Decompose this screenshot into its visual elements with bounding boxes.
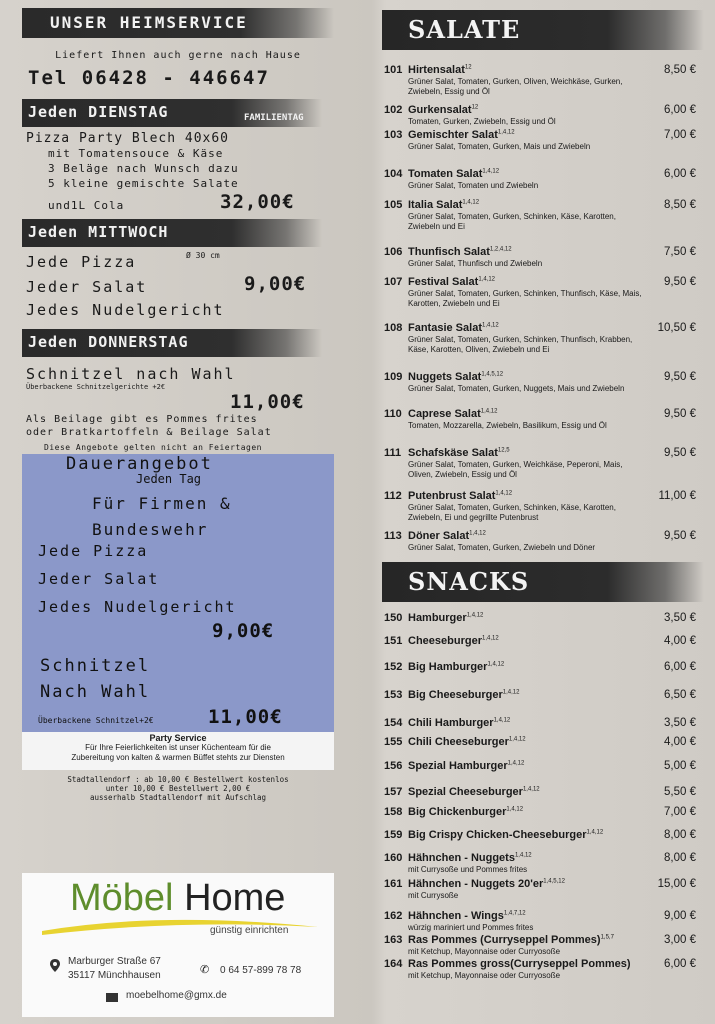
menu-item	[382, 530, 704, 560]
item-name: Hähnchen - Nuggets 20'er$^{1,4,5,12}$	[408, 878, 565, 890]
item-name: Spezial Hamburger$^{1,4,12}$	[408, 760, 525, 772]
dauerangebot-fuer1: Für Firmen &	[92, 494, 232, 513]
dauerangebot-price2: 11,00€	[208, 706, 283, 728]
item-number: 155	[384, 736, 403, 748]
mittwoch-row3	[26, 299, 342, 321]
item-name: Thunfisch Salat$^{1,2,4,12}$	[408, 246, 512, 258]
item-description: Grüner Salat, Tomaten, Gurken, Schinken, Käse, Karotten, Zwiebeln, Ei und gegrillte Putenbrust	[408, 503, 616, 522]
dauerangebot-nudel: Jedes Nudelgericht	[38, 598, 237, 616]
item-allergens: 1,4,12	[586, 829, 604, 836]
item-name: Hähnchen - Nuggets$^{1,4,12}$	[408, 852, 532, 864]
item-description: Grüner Salat, Tomaten, Gurken, Schinken, Käse, Karotten, Zwiebeln und Ei	[408, 212, 616, 231]
item-name: Spezial Cheeseburger$^{1,4,12}$	[408, 786, 540, 798]
item-number: 101	[384, 64, 403, 76]
item-price: 6,00 €	[664, 168, 696, 180]
item-number: 152	[384, 661, 403, 673]
item-price: 5,00 €	[664, 760, 696, 772]
item-price: 15,00 €	[657, 878, 696, 890]
item-allergens: 1,4,5,12	[543, 878, 565, 885]
item-description: Tomaten, Mozzarella, Zwiebeln, Basilikum, Essig und Öl	[408, 421, 607, 430]
item-allergens: 1,4,12	[514, 852, 532, 859]
item-allergens: 1,4,12	[487, 661, 505, 668]
item-price: 7,00 €	[664, 806, 696, 818]
item-number: 107	[384, 276, 403, 288]
item-name: Chili Cheeseburger$^{1,4,12}$	[408, 736, 526, 748]
item-allergens: 1,4,12	[481, 635, 499, 642]
item-description: Grüner Salat, Tomaten, Gurken, Oliven, Weichkäse, Gurken, Zwiebeln, Essig und Öl	[408, 77, 623, 96]
menu-item	[382, 661, 704, 689]
item-description: mit Currysoße und Pommes frites	[408, 865, 528, 874]
mittwoch-item3: Jedes Nudelgericht	[26, 301, 225, 319]
item-number: 159	[384, 829, 403, 841]
item-number: 110	[384, 408, 402, 420]
item-name: Nuggets Salat$^{1,4,5,12}$	[408, 371, 504, 383]
item-price: 9,50 €	[664, 276, 696, 288]
donnerstag-sub: Überbackene Schnitzelgerichte +2€	[26, 383, 166, 391]
item-allergens: 1,5,7	[600, 934, 614, 941]
dienstag-line1: Pizza Party Blech 40x60	[26, 131, 230, 146]
mittwoch-item1: Jede Pizza	[26, 253, 137, 271]
item-price: 6,00 €	[664, 958, 696, 970]
item-number: 111	[384, 447, 402, 459]
item-allergens: 1,4,12	[507, 760, 525, 767]
item-name: Schafskäse Salat$^{12,5}$	[408, 447, 510, 459]
donnerstag-banner: Jeden DONNERSTAG	[22, 329, 322, 357]
logo-brand-second: Home	[184, 877, 286, 919]
item-number: 105	[384, 199, 403, 211]
item-allergens: 1,4,12	[462, 199, 480, 206]
delivery-conditions	[14, 775, 342, 802]
party-line2: Zubereitung von kalten & warmen Büffet stehts zur Diensten	[71, 753, 285, 762]
item-price: 3,50 €	[664, 612, 696, 624]
menu-item	[382, 64, 704, 104]
item-allergens: 1,4,12	[508, 736, 526, 743]
item-allergens: 1,4,5,12	[481, 371, 504, 378]
menu-item	[382, 717, 704, 736]
item-price: 4,00 €	[664, 736, 696, 748]
dienstag-subtitle: FAMILIENTAG	[244, 113, 304, 123]
item-allergens: 1,4,7,12	[503, 910, 526, 917]
item-name: Big Chickenburger$^{1,4,12}$	[408, 806, 524, 818]
salate-list	[382, 64, 704, 560]
menu-item	[382, 490, 704, 530]
snacks-list	[382, 612, 704, 980]
item-name: Hamburger$^{1,4,12}$	[408, 612, 484, 624]
item-name: Gurkensalat$^{12}$	[408, 104, 479, 116]
menu-item	[382, 322, 704, 371]
menu-item	[382, 760, 704, 786]
item-price: 3,00 €	[664, 934, 696, 946]
item-number: 156	[384, 760, 403, 772]
item-description: Grüner Salat, Tomaten und Zwiebeln	[408, 181, 539, 190]
item-allergens: 1,2,4,12	[489, 246, 512, 253]
item-price: 6,00 €	[664, 104, 696, 116]
item-name: Hähnchen - Wings$^{1,4,7,12}$	[408, 910, 526, 922]
dauerangebot-ueberbacken: Überbackene Schnitzel+2€	[38, 716, 154, 725]
item-allergens: 1,4,12	[482, 168, 500, 175]
item-name: Hirtensalat$^{12}$	[408, 64, 472, 76]
item-price: 3,50 €	[664, 717, 696, 729]
item-description: Grüner Salat, Tomaten, Gurken, Nuggets, Mais und Zwiebeln	[408, 384, 625, 393]
party-service-box	[22, 732, 334, 770]
mittwoch-item2: Jeder Salat	[26, 278, 148, 296]
item-price: 11,00 €	[658, 490, 696, 502]
ad-email[interactable]: moebelhome@gmx.de	[126, 990, 227, 1001]
ad-slogan: günstig einrichten	[210, 925, 289, 936]
menu-item	[382, 635, 704, 661]
menu-item	[382, 829, 704, 852]
menu-item	[382, 852, 704, 878]
item-price: 8,50 €	[664, 64, 696, 76]
dauerangebot-fuer2: Bundeswehr	[92, 520, 209, 539]
dauerangebot-price1: 9,00€	[212, 620, 275, 642]
dauerangebot-salat: Jeder Salat	[38, 570, 160, 588]
item-description: würzig mariniert und Pommes frites	[408, 923, 534, 932]
donnerstag-beilage1: Als Beilage gibt es Pommes frites	[26, 414, 258, 425]
salate-banner: SALATE	[382, 10, 704, 50]
mail-icon	[106, 993, 118, 1002]
menu-item	[382, 246, 704, 276]
ad-address	[68, 955, 161, 983]
item-price: 6,00 €	[664, 661, 696, 673]
mittwoch-row2	[26, 273, 342, 299]
mittwoch-row1	[26, 251, 342, 273]
logo-brand-first: Möbel	[70, 877, 174, 919]
right-column	[382, 10, 704, 980]
moebel-home-ad	[22, 873, 334, 1017]
item-price: 10,50 €	[657, 322, 696, 334]
menu-item	[382, 806, 704, 829]
item-description: Grüner Salat, Tomaten, Gurken, Weichkäse, Peperoni, Mais, Oliven, Zwiebeln, Essig und Öl	[408, 460, 623, 479]
item-description: Grüner Salat, Tomaten, Gurken, Schinken, Thunfisch, Käse, Mais, Karotten, Zwiebeln und Ei	[408, 289, 642, 308]
item-allergens: 1,4,12	[466, 612, 484, 619]
item-name: Caprese Salat$^{1,4,12}$	[408, 408, 498, 420]
menu-item	[382, 447, 704, 490]
dauerangebot-nach-wahl: Nach Wahl	[40, 682, 151, 702]
heimservice-banner: UNSER HEIMSERVICE	[22, 8, 334, 38]
item-name: Putenbrust Salat$^{1,4,12}$	[408, 490, 513, 502]
item-price: 5,50 €	[664, 786, 696, 798]
item-price: 7,50 €	[664, 246, 696, 258]
item-name: Tomaten Salat$^{1,4,12}$	[408, 168, 500, 180]
menu-item	[382, 168, 704, 199]
snacks-banner: SNACKS	[382, 562, 704, 602]
mittwoch-price: 9,00€	[244, 273, 307, 295]
item-description: Grüner Salat, Tomaten, Gurken, Mais und Zwiebeln	[408, 142, 591, 151]
menu-item	[382, 104, 704, 129]
dienstag-price: 32,00€	[220, 191, 295, 213]
item-number: 164	[384, 958, 403, 970]
menu-item	[382, 129, 704, 168]
item-description: mit Currysoße	[408, 891, 459, 900]
item-price: 6,50 €	[664, 689, 696, 701]
item-number: 158	[384, 806, 403, 818]
item-number: 104	[384, 168, 403, 180]
item-price: 9,50 €	[664, 447, 696, 459]
item-allergens: 1,4,12	[522, 786, 540, 793]
item-name: Döner Salat$^{1,4,12}$	[408, 530, 486, 542]
item-name: Big Crispy Chicken-Cheeseburger$^{1,4,12}$	[408, 829, 604, 841]
dienstag-banner	[22, 99, 322, 127]
dienstag-cola-row	[48, 191, 342, 215]
item-number: 157	[384, 786, 403, 798]
item-price: 9,50 €	[664, 371, 696, 383]
location-pin-icon	[50, 959, 60, 972]
party-title: Party Service	[149, 733, 207, 743]
dienstag-line2: mit Tomatensouce & Käse	[48, 147, 224, 160]
delivery-line3: ausserhalb Stadtallendorf mit Aufschlag	[89, 793, 267, 802]
menu-item	[382, 934, 704, 958]
ad-street: Marburger Straße 67	[68, 956, 161, 967]
item-number: 162	[384, 910, 403, 922]
item-number: 103	[384, 129, 403, 141]
dienstag-title: Jeden DIENSTAG	[28, 103, 169, 121]
item-number: 113	[384, 530, 402, 542]
mittwoch-size: Ø 30 cm	[186, 251, 220, 260]
dauerangebot-jeden-tag: Jeden Tag	[136, 472, 202, 486]
item-number: 151	[384, 635, 403, 647]
item-name: Ras Pommes gross(Curryseppel Pommes)	[408, 958, 631, 970]
dauerangebot-title: Dauerangebot	[66, 454, 213, 474]
item-allergens: 12,5	[497, 447, 510, 454]
menu-item	[382, 878, 704, 910]
item-number: 153	[384, 689, 403, 701]
item-name: Cheeseburger$^{1,4,12}$	[408, 635, 499, 647]
phone-icon: ✆	[200, 964, 210, 976]
menu-item	[382, 786, 704, 806]
menu-item	[382, 276, 704, 322]
item-allergens: 1,4,12	[481, 322, 499, 329]
left-column	[14, 8, 342, 802]
dienstag-line3: 3 Beläge nach Wunsch dazu	[48, 162, 239, 175]
menu-item	[382, 958, 704, 980]
item-price: 8,00 €	[664, 829, 696, 841]
dauerangebot-schnitzel: Schnitzel	[40, 656, 151, 676]
menu-item	[382, 371, 704, 408]
menu-item	[382, 736, 704, 760]
item-name: Gemischter Salat$^{1,4,12}$	[408, 129, 515, 141]
item-price: 8,50 €	[664, 199, 696, 211]
item-allergens: 1,4,12	[497, 129, 515, 136]
item-allergens: 1,4,12	[502, 689, 520, 696]
item-allergens: 12	[471, 104, 479, 111]
item-description: mit Ketchup, Mayonnaise oder Curryosoße	[408, 947, 561, 956]
item-allergens: 1,4,12	[480, 408, 498, 415]
moebel-home-logo	[70, 877, 285, 920]
item-description: mit Ketchup, Mayonnaise oder Curryosoße	[408, 971, 561, 980]
feiertage-notice: Diese Angebote gelten nicht an Feiertagen	[44, 443, 262, 452]
item-allergens: 1,4,12	[506, 806, 524, 813]
ad-phone[interactable]: 0 64 57-899 78 78	[220, 965, 302, 976]
dienstag-cola: und1L Cola	[48, 199, 125, 212]
item-name: Fantasie Salat$^{1,4,12}$	[408, 322, 499, 334]
item-allergens: 1,4,12	[493, 717, 511, 724]
phone-number[interactable]: Tel 06428 - 446647	[28, 67, 270, 89]
donnerstag-beilage2: oder Bratkartoffeln & Beilage Salat	[26, 427, 272, 438]
item-name: Big Cheeseburger$^{1,4,12}$	[408, 689, 520, 701]
item-price: 8,00 €	[664, 852, 696, 864]
item-number: 150	[384, 612, 403, 624]
menu-item	[382, 612, 704, 635]
item-allergens: 1,4,12	[495, 490, 513, 497]
item-number: 109	[384, 371, 403, 383]
item-number: 108	[384, 322, 403, 334]
mittwoch-banner: Jeden MITTWOCH	[22, 219, 322, 247]
menu-item	[382, 199, 704, 246]
item-price: 7,00 €	[664, 129, 696, 141]
item-number: 160	[384, 852, 403, 864]
dauerangebot-pizza: Jede Pizza	[38, 542, 149, 560]
menu-item	[382, 408, 704, 447]
menu-item	[382, 689, 704, 717]
item-number: 102	[384, 104, 403, 116]
heimservice-tagline: Liefert Ihnen auch gerne nach Hause	[55, 50, 301, 61]
item-name: Chili Hamburger$^{1,4,12}$	[408, 717, 511, 729]
dienstag-line4: 5 kleine gemischte Salate	[48, 177, 239, 190]
item-description: Grüner Salat, Tomaten, Gurken, Zwiebeln und Döner	[408, 543, 596, 552]
item-price: 9,00 €	[664, 910, 696, 922]
ad-city: 35117 Münchhausen	[68, 970, 161, 981]
dauerangebot-box	[22, 454, 334, 732]
item-description: Grüner Salat, Tomaten, Gurken, Schinken, Thunfisch, Krabben, Käse, Karotten, Oliven, Zwiebeln und Ei	[408, 335, 633, 354]
item-allergens: 12	[464, 64, 472, 71]
delivery-line2: unter 10,00 € Bestellwert 2,00 €	[105, 784, 251, 793]
item-number: 154	[384, 717, 403, 729]
item-number: 163	[384, 934, 403, 946]
item-number: 112	[384, 490, 402, 502]
item-allergens: 1,4,12	[469, 530, 486, 537]
donnerstag-price: 11,00€	[230, 391, 305, 413]
party-line1: Für Ihre Feierlichkeiten ist unser Küchenteam für die	[85, 743, 271, 752]
item-number: 161	[384, 878, 403, 890]
item-description: Tomaten, Gurken, Zwiebeln, Essig und Öl	[408, 117, 556, 126]
donnerstag-item: Schnitzel nach Wahl	[26, 365, 236, 383]
item-price: 9,50 €	[664, 408, 696, 420]
item-price: 9,50 €	[664, 530, 696, 542]
item-name: Big Hamburger$^{1,4,12}$	[408, 661, 505, 673]
item-allergens: 1,4,12	[478, 276, 496, 283]
menu-item	[382, 910, 704, 934]
item-name: Festival Salat$^{1,4,12}$	[408, 276, 496, 288]
item-name: Italia Salat$^{1,4,12}$	[408, 199, 480, 211]
item-description: Grüner Salat, Thunfisch und Zwiebeln	[408, 259, 543, 268]
item-price: 4,00 €	[664, 635, 696, 647]
delivery-line1: Stadtallendorf : ab 10,00 € Bestellwert kostenlos	[67, 775, 289, 784]
item-name: Ras Pommes (Curryseppel Pommes)$^{1,5,7}$	[408, 934, 614, 946]
item-number: 106	[384, 246, 403, 258]
